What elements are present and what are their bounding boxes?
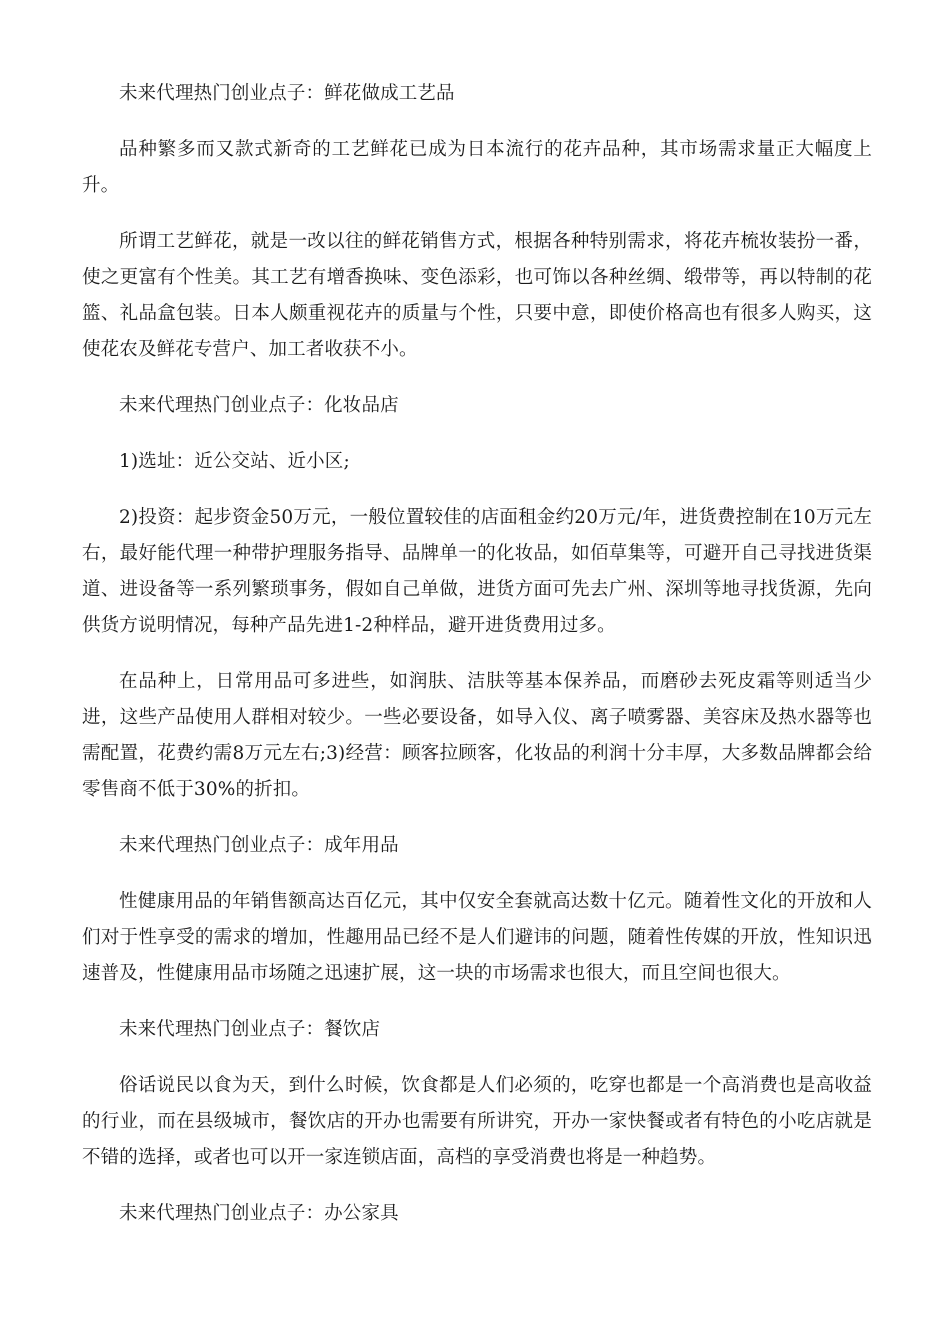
section-heading-office-furniture: 未来代理热门创业点子：办公家具 [119, 1203, 399, 1224]
paragraph-cosmetics-location: 1)选址：近公交站、近小区; [119, 451, 350, 472]
paragraph-cosmetics-products: 在品种上，日常用品可多进些，如润肤、洁肤等基本保养品，而磨砂去死皮霜等则适当少进，这些产品使用人群相对较少。一些必要设备，如导入仪、离子喷雾器、美容床及热水器等也需配置，花费约需8万元左右;3)经营：顾客拉顾客，化妆品的利润十分丰厚，大多数品牌都会给零售商不低于30%的折扣。 [82, 671, 872, 800]
paragraph-flowers-intro: 品种繁多而又款式新奇的工艺鲜花已成为日本流行的花卉品种，其市场需求量正大幅度上升。 [82, 139, 872, 196]
document-body [82, 76, 872, 1232]
paragraph-flowers-detail: 所谓工艺鲜花，就是一改以往的鲜花销售方式，根据各种特别需求，将花卉梳妆装扮一番，使之更富有个性美。其工艺有增香换味、变色添彩，也可饰以各种丝绸、缎带等，再以特制的花篮、礼品盒包装。日本人颇重视花卉的质量与个性，只要中意，即使价格高也有很多人购买，这使花农及鲜花专营户、加工者收获不小。 [82, 231, 872, 360]
paragraph-adult-products: 性健康用品的年销售额高达百亿元，其中仅安全套就高达数十亿元。随着性文化的开放和人们对于性享受的需求的增加，性趣用品已经不是人们避讳的问题，随着性传媒的开放，性知识迅速普及，性健康用品市场随之迅速扩展，这一块的市场需求也很大，而且空间也很大。 [82, 891, 872, 984]
section-heading-flowers: 未来代理热门创业点子：鲜花做成工艺品 [119, 83, 455, 104]
paragraph-cosmetics-investment: 2)投资：起步资金50万元，一般位置较佳的店面租金约20万元/年，进货费控制在10万元左右，最好能代理一种带护理服务指导、品牌单一的化妆品，如佰草集等，可避开自己寻找进货渠道、进设备等一系列繁琐事务，假如自己单做，进货方面可先去广州、深圳等地寻找货源，先向供货方说明情况，每种产品先进1-2种样品，避开进货费用过多。 [82, 507, 872, 636]
paragraph-restaurant: 俗话说民以食为天，到什么时候，饮食都是人们必须的，吃穿也都是一个高消费也是高收益的行业，而在县级城市，餐饮店的开办也需要有所讲究，开办一家快餐或者有特色的小吃店就是不错的选择，或者也可以开一家连锁店面，高档的享受消费也将是一种趋势。 [82, 1075, 872, 1168]
section-heading-cosmetics: 未来代理热门创业点子：化妆品店 [119, 395, 399, 416]
section-heading-adult-products: 未来代理热门创业点子：成年用品 [119, 835, 399, 856]
section-heading-restaurant: 未来代理热门创业点子：餐饮店 [119, 1019, 381, 1040]
